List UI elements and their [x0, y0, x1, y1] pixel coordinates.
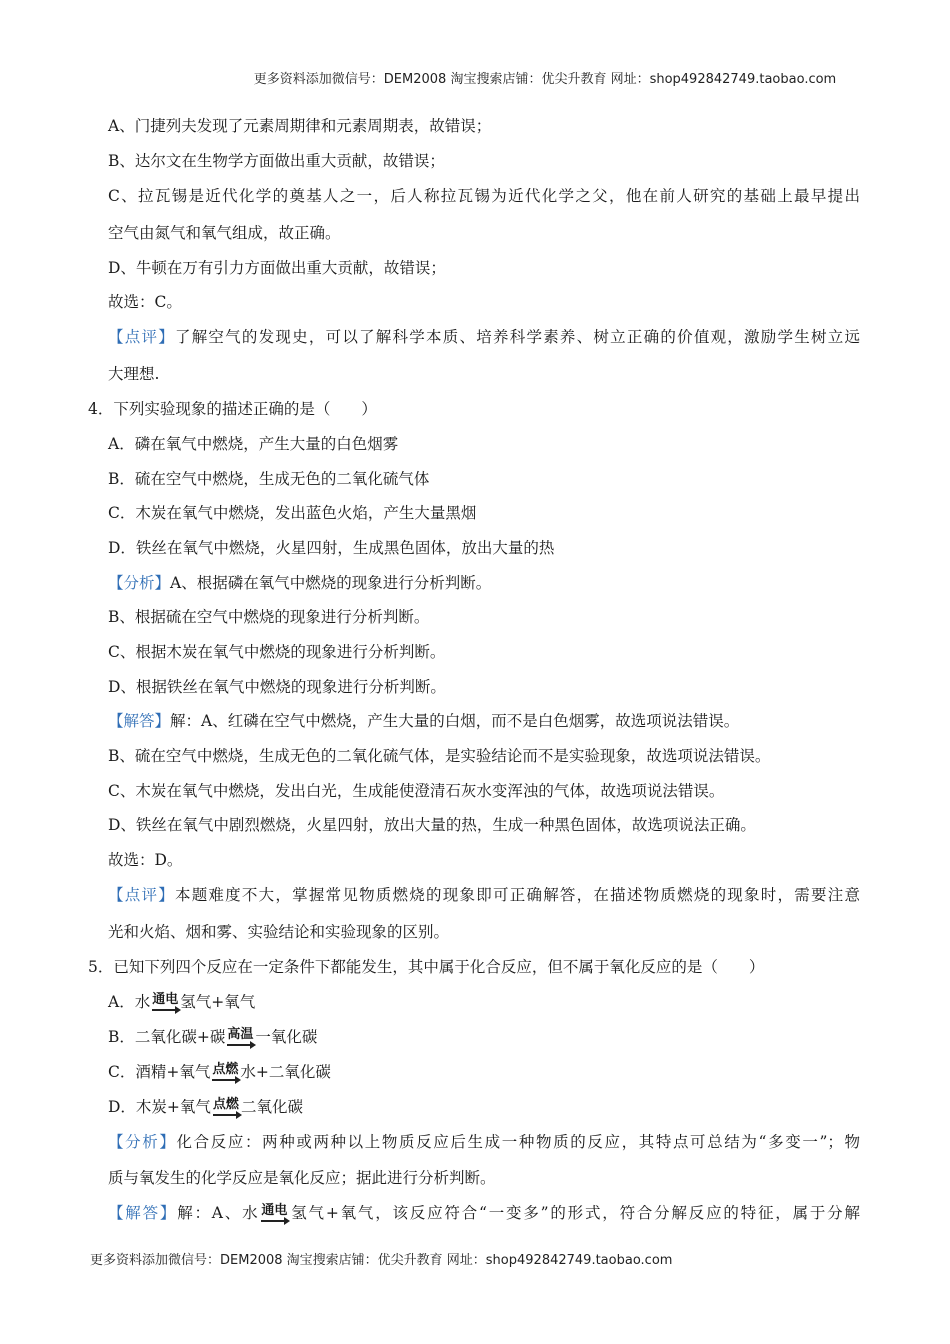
- reaction-arrow: [261, 1203, 288, 1221]
- page-header: 更多资料添加微信号：DEM2008 淘宝搜索店铺：优尖升教育 网址：shop492842749.taobao.com: [253, 72, 837, 87]
- q3-option-a-explain: A、门捷列夫发现了元素周期律和元素周期表，故错误；: [108, 117, 492, 135]
- q4-answer-line3: C、木炭在氧气中燃烧，发出白光，生成能使澄清石灰水变浑浊的气体，故选项说法错误。: [108, 782, 725, 800]
- q4-option-a: A．磷在氧气中燃烧，产生大量的白色烟雾: [108, 435, 399, 453]
- reactant-text: D．木炭+氧气: [108, 1098, 211, 1116]
- reaction-arrow: [227, 1027, 254, 1045]
- q5-option-a: [108, 992, 255, 1012]
- product-text: 二氧化碳: [240, 1098, 303, 1116]
- arrow-icon: [213, 1114, 239, 1116]
- q3-option-b-explain: B、达尔文在生物学方面做出重大贡献，故错误；: [108, 152, 445, 170]
- q5-stem: 5．已知下列四个反应在一定条件下都能发生，其中属于化合反应，但不属于氧化反应的是（ ）: [88, 958, 765, 976]
- reaction-arrow: [212, 1097, 239, 1115]
- q4-answer-line1: [108, 711, 739, 731]
- review-tag: 【点评】: [108, 328, 175, 346]
- reaction-condition: 高温: [227, 1027, 254, 1042]
- q3-option-d-explain: D、牛顿在万有引力方面做出重大贡献，故错误；: [108, 259, 446, 277]
- review-text: 了解空气的发现史，可以了解科学本质、培养科学素养、树立正确的价值观，激励学生树立远: [174, 328, 860, 346]
- page-footer: 更多资料添加微信号：DEM2008 淘宝搜索店铺：优尖升教育 网址：shop492842749.taobao.com: [90, 1253, 673, 1268]
- review-tag: 【点评】: [108, 886, 175, 904]
- q4-selection: 故选：D。: [108, 851, 183, 869]
- reaction-condition: 通电: [152, 992, 179, 1007]
- q3-option-c-explain-line2: 空气由氮气和氧气组成，故正确。: [108, 224, 341, 242]
- answer-text: 解：A、红磷在空气中燃烧，产生大量的白烟，而不是白色烟雾，故选项说法错误。: [170, 712, 740, 730]
- q4-answer-line2: B、硫在空气中燃烧，生成无色的二氧化硫气体，是实验结论而不是实验现象，故选项说法错误。: [108, 747, 771, 765]
- q4-option-c: C．木炭在氧气中燃烧，发出蓝色火焰，产生大量黑烟: [108, 504, 477, 522]
- analysis-tag: 【分析】: [108, 1133, 177, 1151]
- arrow-icon: [212, 1079, 238, 1081]
- reaction-arrow: [212, 1062, 239, 1080]
- q3-review-line1: [108, 327, 860, 347]
- q4-analysis-line1: [108, 573, 491, 593]
- answer-text: 氢气+氧气，该反应符合“一变多”的形式，符合分解反应的特征，属于分解: [289, 1204, 860, 1222]
- reaction-arrow: [152, 992, 179, 1010]
- product-text: 水+二氧化碳: [240, 1063, 331, 1081]
- q4-option-b: B．硫在空气中燃烧，生成无色的二氧化硫气体: [108, 470, 430, 488]
- analysis-text: A、根据磷在氧气中燃烧的现象进行分析判断。: [170, 574, 492, 592]
- q5-analysis-line1: [108, 1132, 860, 1152]
- reactant-text: B．二氧化碳+碳: [108, 1028, 226, 1046]
- reaction-condition: 通电: [261, 1203, 288, 1218]
- q5-option-d: [108, 1097, 303, 1117]
- q4-analysis-line2: B、根据硫在空气中燃烧的现象进行分析判断。: [108, 608, 430, 626]
- reactant-text: A．水: [108, 993, 151, 1011]
- analysis-text: 化合反应：两种或两种以上物质反应后生成一种物质的反应，其特点可总结为“多变一”；物: [176, 1133, 860, 1151]
- arrow-icon: [152, 1009, 178, 1011]
- q4-analysis-line3: C、根据木炭在氧气中燃烧的现象进行分析判断。: [108, 643, 446, 661]
- q4-review-line2: 光和火焰、烟和雾、实验结论和实验现象的区别。: [108, 923, 450, 941]
- q4-option-d: D．铁丝在氧气中燃烧，火星四射，生成黑色固体，放出大量的热: [108, 539, 555, 557]
- q4-stem: 4．下列实验现象的描述正确的是（ ）: [88, 400, 377, 418]
- q4-review-line1: [108, 885, 860, 905]
- answer-text: 解：A、水: [177, 1204, 260, 1222]
- answer-tag: 【解答】: [108, 712, 171, 730]
- reaction-condition: 点燃: [212, 1097, 239, 1112]
- q5-answer-line1: [108, 1203, 860, 1223]
- product-text: 一氧化碳: [255, 1028, 318, 1046]
- reactant-text: C．酒精+氧气: [108, 1063, 211, 1081]
- arrow-icon: [227, 1044, 253, 1046]
- q4-analysis-line4: D、根据铁丝在氧气中燃烧的现象进行分析判断。: [108, 678, 446, 696]
- q5-analysis-line2: 质与氧发生的化学反应是氧化反应；据此进行分析判断。: [108, 1169, 496, 1187]
- review-text: 本题难度不大，掌握常见物质燃烧的现象即可正确解答，在描述物质燃烧的现象时，需要注意: [174, 886, 860, 904]
- q5-option-c: [108, 1062, 331, 1082]
- q3-option-c-explain-line1: C、拉瓦锡是近代化学的奠基人之一，后人称拉瓦锡为近代化学之父，他在前人研究的基础上最早提出: [108, 187, 860, 205]
- q3-review-line2: 大理想.: [108, 365, 160, 383]
- q4-answer-line4: D、铁丝在氧气中剧烈燃烧，火星四射，放出大量的热，生成一种黑色固体，故选项说法正确。: [108, 816, 756, 834]
- product-text: 氢气+氧气: [180, 993, 256, 1011]
- q5-option-b: [108, 1027, 317, 1047]
- answer-tag: 【解答】: [108, 1204, 178, 1222]
- reaction-condition: 点燃: [212, 1062, 239, 1077]
- analysis-tag: 【分析】: [108, 574, 171, 592]
- arrow-icon: [261, 1220, 287, 1222]
- q3-selection: 故选：C。: [108, 293, 182, 311]
